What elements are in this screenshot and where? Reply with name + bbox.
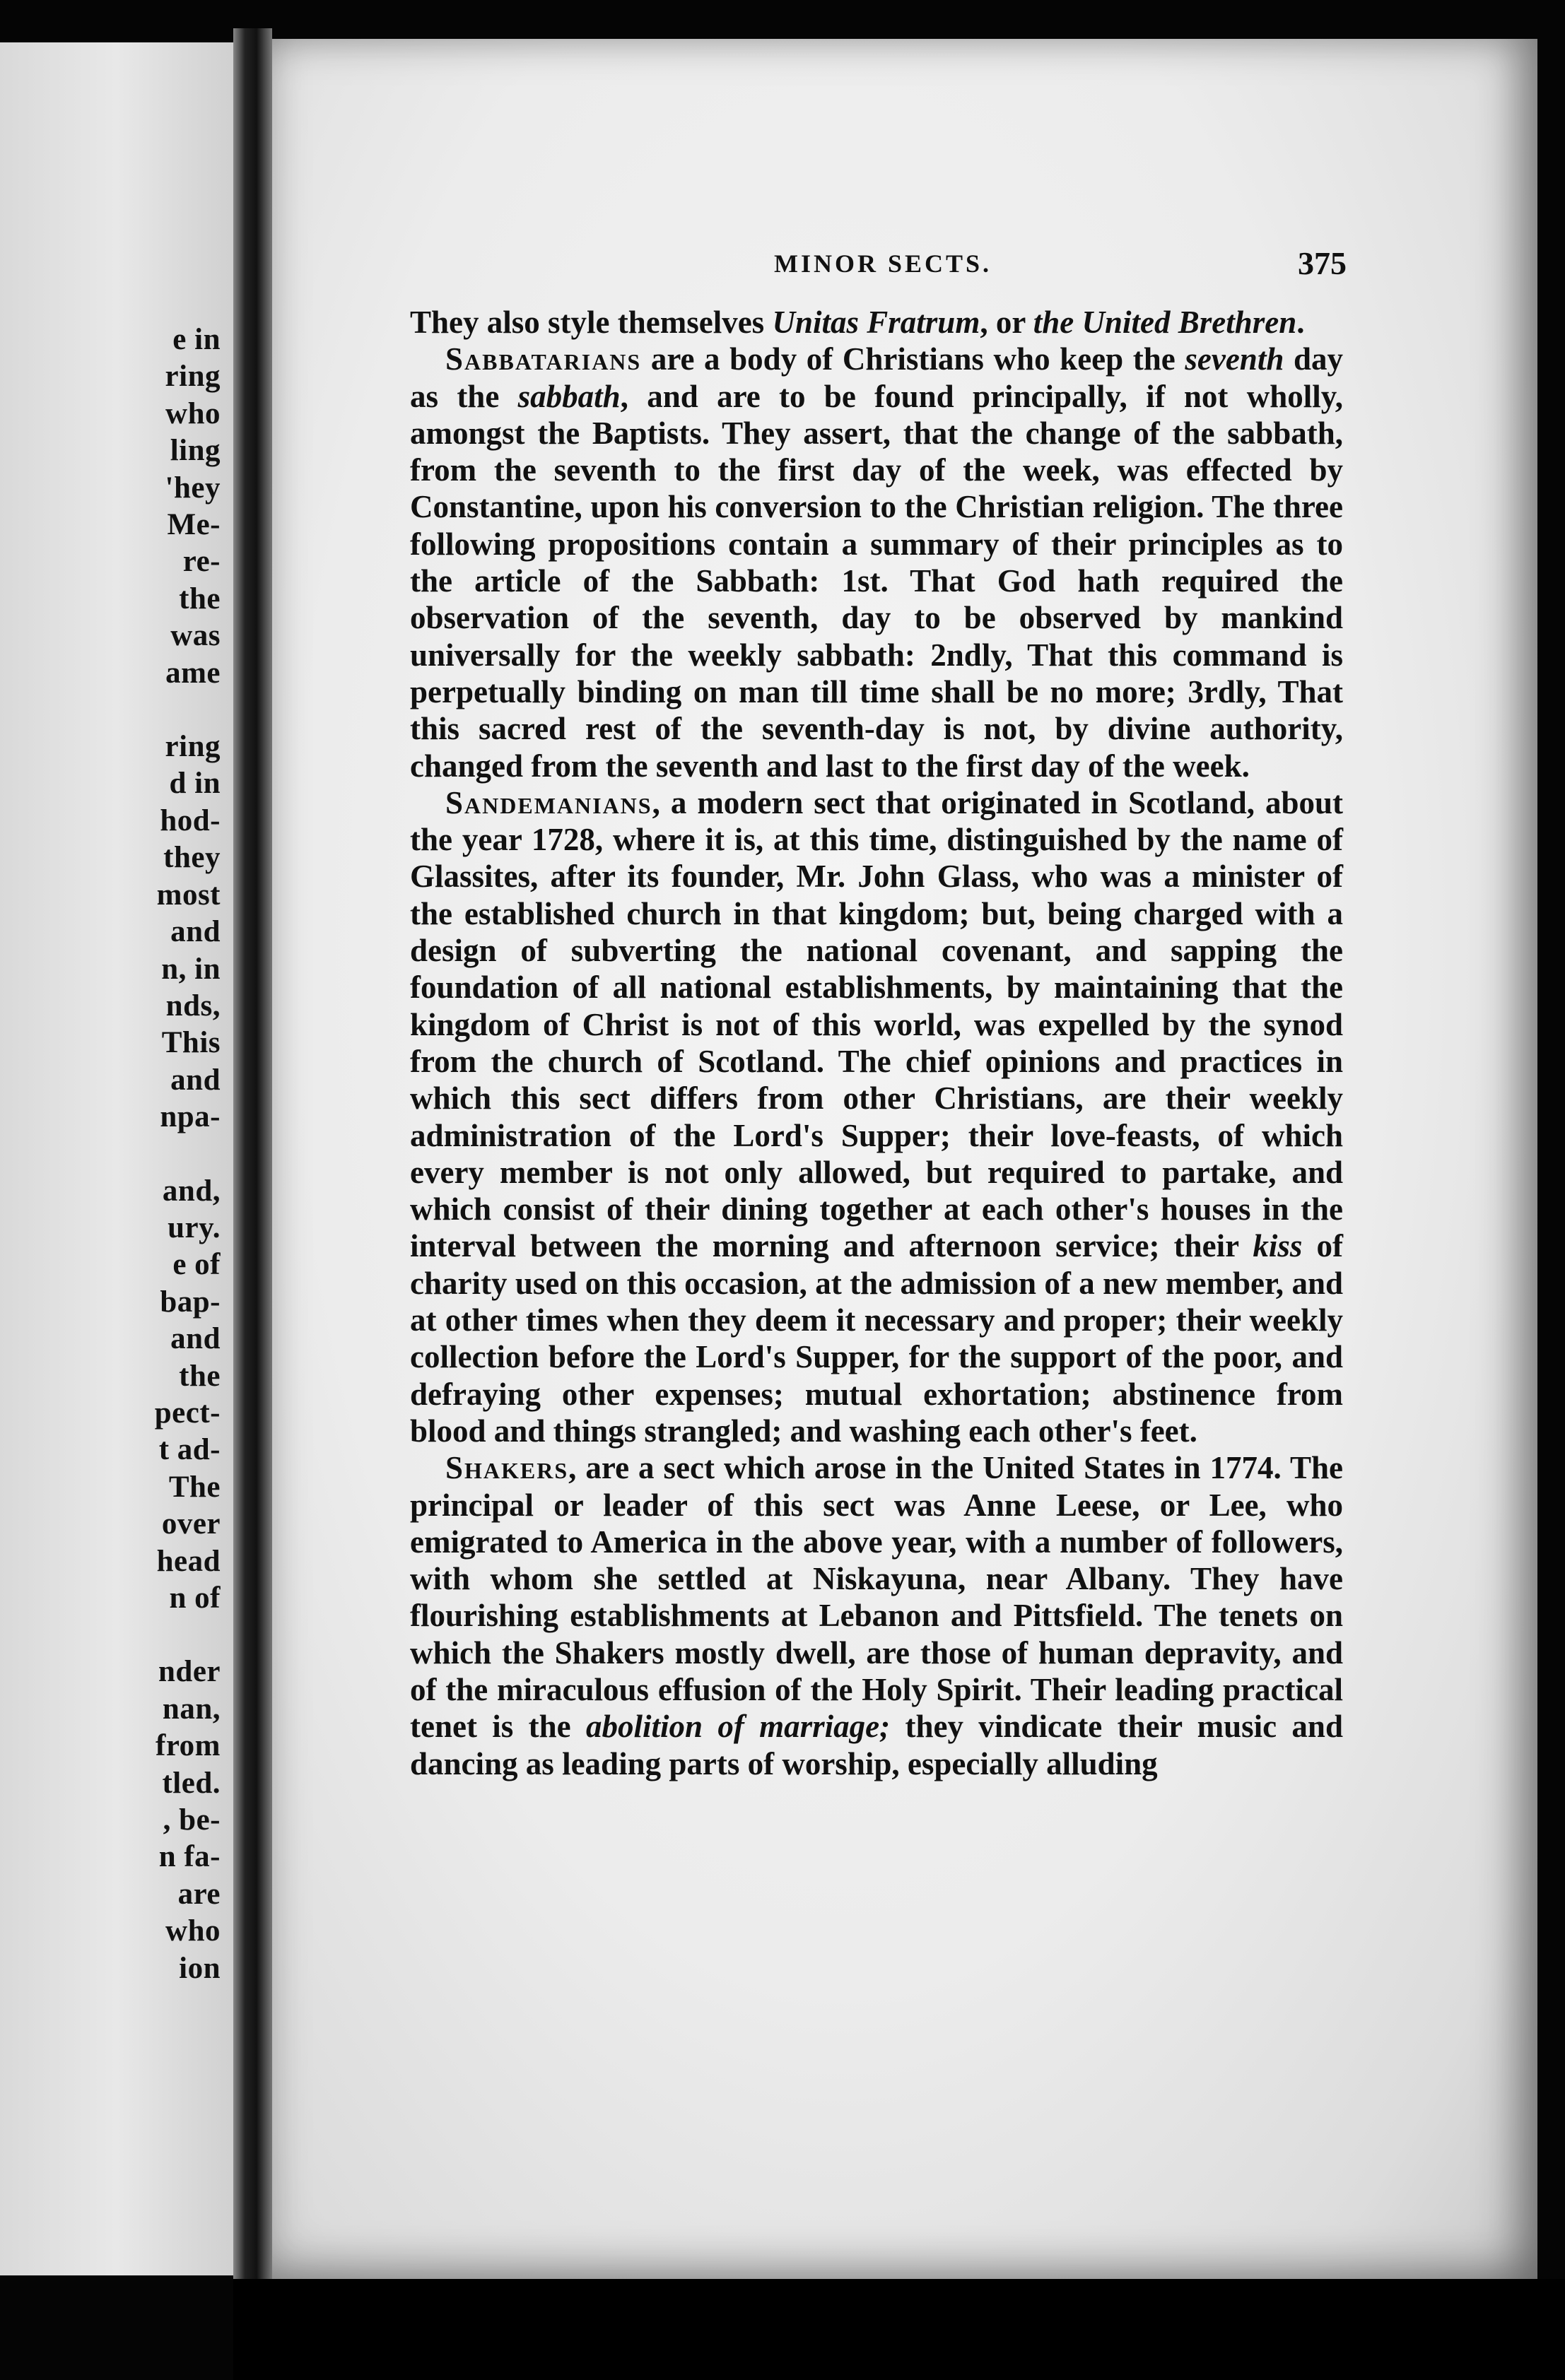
left-page-edge: [0, 42, 233, 2275]
left-fragment-line: nds,: [165, 989, 221, 1023]
left-fragment-line: the: [179, 1359, 221, 1393]
paragraph-sabbatarians: [410, 341, 1343, 784]
page-number: 375: [1298, 245, 1347, 281]
left-fragment-line: over: [161, 1507, 221, 1541]
left-fragment-line: Me-: [167, 508, 221, 542]
left-fragment-line: n of: [169, 1581, 221, 1615]
left-fragment-line: d in: [169, 767, 221, 801]
left-page-text-fragments: [155, 322, 221, 1987]
left-fragment-line: tled.: [162, 1766, 221, 1800]
left-fragment-line: e of: [172, 1248, 221, 1282]
left-fragment-gap: [155, 1136, 221, 1173]
body-text: [410, 304, 1343, 1782]
left-fragment-line: are: [177, 1877, 221, 1911]
left-fragment-line: they: [163, 841, 221, 875]
p2-text-a: are a body of Christians who keep the: [641, 341, 1185, 377]
p1-text-a: They also style themselves: [410, 305, 773, 340]
p2-text-c: , and are to be found principally, if not wholly, amongst the Baptists. They assert, that the change of the sabbath, from the seventh to the first day of the week, was effected by Constantine, upon his conversion to the Christian religion. The three following propositions contain a summary of their principles as to the article of the Sabbath: 1st. That God hath required the observation of the seventh, day to be observed by mankind universally for the weekly sabbath: 2ndly, That this command is perpetually binding on man till time shall be no more; 3rdly, That this sacred rest of the seventh-day is not, by divine authority, changed from the seventh and last to the first day of the week.: [410, 378, 1343, 784]
book-gutter: [233, 28, 272, 2290]
left-fragment-line: bap-: [160, 1285, 221, 1319]
left-fragment-line: hod-: [160, 803, 221, 837]
left-fragment-line: e in: [172, 323, 221, 356]
left-fragment-line: ion: [179, 1951, 221, 1985]
p4-italic-a: abolition of marriage;: [585, 1709, 891, 1745]
left-fragment-line: n, in: [161, 952, 221, 986]
p1-text-c: .: [1296, 305, 1305, 340]
left-fragment-line: npa-: [160, 1100, 221, 1134]
p1-italic-b: the United Brethren: [1033, 305, 1297, 340]
left-fragment-line: was: [170, 619, 221, 653]
left-fragment-line: ring: [165, 360, 221, 394]
paragraph-unitas-fratrum: [410, 304, 1343, 341]
left-fragment-line: ring: [165, 730, 221, 764]
p2-italic-b: sabbath: [517, 378, 621, 414]
p3-italic-a: kiss: [1253, 1228, 1303, 1264]
left-fragment-line: The: [168, 1470, 221, 1504]
paragraph-shakers: [410, 1449, 1343, 1782]
p4-text-a: , are a sect which arose in the United States in 1774. The principal or leader of this sect was Anne Leese, or Lee, who emigrated to America in the above year, with a number of followers, with whom she settled at Niskayuna, near Albany. They have flourishing establishments at Lebanon and Pittsfield. The tenets on which the Shakers mostly dwell, are those of human depravity, and of the miraculous effusion of the Holy Spirit. Their leading practical tenet is the: [410, 1450, 1343, 1745]
left-fragment-line: who: [165, 1914, 221, 1948]
left-fragment-line: and: [170, 1322, 221, 1356]
left-fragment-line: 'hey: [165, 471, 221, 505]
left-fragment-line: head: [156, 1544, 221, 1578]
left-fragment-line: This: [161, 1026, 221, 1060]
left-fragment-line: and: [170, 915, 221, 949]
p3-lead-term: Sandemanians: [445, 784, 652, 820]
left-fragment-line: ury.: [168, 1210, 221, 1244]
left-fragment-line: who: [165, 396, 221, 430]
left-fragment-line: nan,: [162, 1692, 221, 1726]
running-title: MINOR SECTS.: [774, 249, 992, 278]
p3-text-b: of charity used on this occasion, at the admission of a new member, and at other times when they deem it necessary and proper; their weekly collection before the Lord's Supper, for the support of the poor, and defraying other expenses; mutual exhortation; abstinence from blood and things strangled; and washing each other's feet.: [410, 1228, 1343, 1449]
left-fragment-line: re-: [182, 545, 221, 579]
left-fragment-line: ling: [170, 434, 221, 468]
p2-text-b: day as the: [410, 341, 1343, 414]
left-fragment-gap: [155, 692, 221, 729]
p1-italic-a: Unitas Fratrum: [772, 305, 980, 340]
p4-text-b: they vindicate their music and dancing as leading parts of worship, especially alluding: [410, 1709, 1343, 1781]
left-fragment-line: t ad-: [158, 1433, 221, 1467]
left-fragment-line: nder: [158, 1655, 221, 1689]
left-fragment-line: pect-: [154, 1396, 221, 1430]
left-fragment-line: from: [156, 1729, 221, 1763]
p2-lead-term: Sabbatarians: [445, 341, 642, 377]
left-fragment-line: most: [156, 878, 221, 912]
p4-lead-term: Shakers: [445, 1450, 569, 1486]
left-fragment-line: and: [170, 1063, 221, 1097]
left-fragment-line: the: [179, 582, 221, 615]
p3-text-a: , a modern sect that originated in Scotland, about the year 1728, where it is, at this time, distinguished by the name of Glassites, after its founder, Mr. John Glass, who was a minister of the established church in that kingdom; but, being charged with a design of subverting the national covenant, and sapping the foundation of all national establishments, by maintaining that the kingdom of Christ is not of this world, was expelled by the synod from the church of Scotland. The chief opinions and practices in which this sect differs from other Christians, are their weekly administration of the Lord's Supper; their love-feasts, of which every member is not only allowed, but required to partake, and which consist of their dining together at each other's houses in the interval between the morning and afternoon service; their: [410, 784, 1343, 1264]
left-fragment-gap: [155, 1617, 221, 1654]
left-fragment-line: , be-: [163, 1803, 221, 1837]
p1-text-b: , or: [980, 305, 1033, 340]
scan-bottom-edge: [233, 2279, 1565, 2380]
left-fragment-line: n fa-: [158, 1840, 221, 1874]
paragraph-sandemanians: [410, 784, 1343, 1449]
left-fragment-line: and,: [162, 1174, 221, 1208]
p2-italic-a: seventh: [1185, 341, 1284, 377]
left-fragment-line: ame: [165, 656, 221, 690]
